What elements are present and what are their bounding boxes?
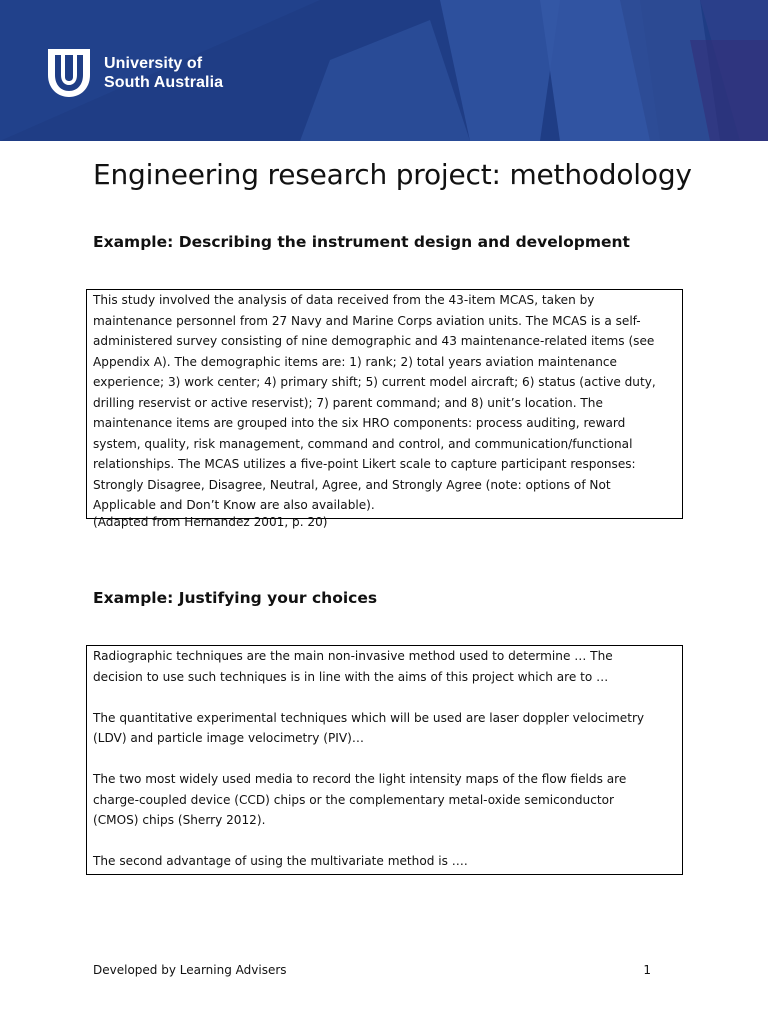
box-line: This study involved the analysis of data received from the 43-item MCAS, taken by: [93, 293, 595, 307]
section-heading-justifying-choices: Example: Justifying your choices: [93, 589, 378, 607]
box-line: Applicable and Don’t Know are also available).: [93, 498, 375, 512]
header-banner: [0, 0, 768, 141]
box-line: drilling reservist or active reservist); 7) parent command; and 8) unit’s location. The: [93, 395, 603, 410]
box-line: The second advantage of using the multivariate method is ….: [93, 854, 468, 868]
page-number: 1: [643, 963, 651, 977]
university-logo[interactable]: [46, 47, 223, 99]
footer-credit: Developed by Learning Advisers: [93, 963, 287, 977]
example-box-instrument: [86, 289, 683, 519]
example-box-justifying: [86, 645, 683, 875]
box-line: Strongly Disagree, Disagree, Neutral, Agree, and Strongly Agree (note: options of Not: [93, 477, 611, 492]
unisa-logo-icon: [46, 47, 92, 99]
box-line: administered survey consisting of nine demographic and 43 maintenance-related items (see: [93, 334, 655, 348]
box-line: The quantitative experimental techniques which will be used are laser doppler velocimetry: [93, 710, 645, 725]
box-line: charge-coupled device (CCD) chips or the complementary metal-oxide semiconductor: [93, 792, 614, 807]
section-heading-instrument-design: Example: Describing the instrument design and development: [93, 233, 630, 251]
box-line: experience; 3) work center; 4) primary shift; 5) current model aircraft; 6) status (active duty,: [93, 375, 656, 389]
university-name-line1: University of: [104, 55, 203, 72]
box-line: maintenance personnel from 27 Navy and Marine Corps aviation units. The MCAS is a self-: [93, 313, 641, 328]
box-line: system, quality, risk management, command and control, and communication/functional: [93, 436, 633, 451]
box-line: (LDV) and particle image velocimetry (PIV)…: [93, 731, 364, 745]
box-line: relationships. The MCAS utilizes a five-point Likert scale to capture participant responses:: [93, 457, 636, 471]
citation-caption: (Adapted from Hernandez 2001, p. 20): [93, 515, 328, 529]
box-line: decision to use such techniques is in line with the aims of this project which are to …: [93, 669, 609, 684]
box-line: Radiographic techniques are the main non-invasive method used to determine … The: [93, 649, 613, 663]
page-title: Engineering research project: methodology: [93, 158, 692, 191]
box-line: (CMOS) chips (Sherry 2012).: [93, 813, 266, 827]
university-name: [104, 54, 223, 92]
university-name-line2: South Australia: [104, 74, 224, 91]
box-line: maintenance items are grouped into the six HRO components: process auditing, reward: [93, 416, 626, 430]
box-line: Appendix A). The demographic items are: 1) rank; 2) total years aviation maintenance: [93, 354, 617, 369]
page-footer: [93, 963, 651, 977]
box-line: The two most widely used media to record the light intensity maps of the flow fields are: [93, 772, 627, 786]
